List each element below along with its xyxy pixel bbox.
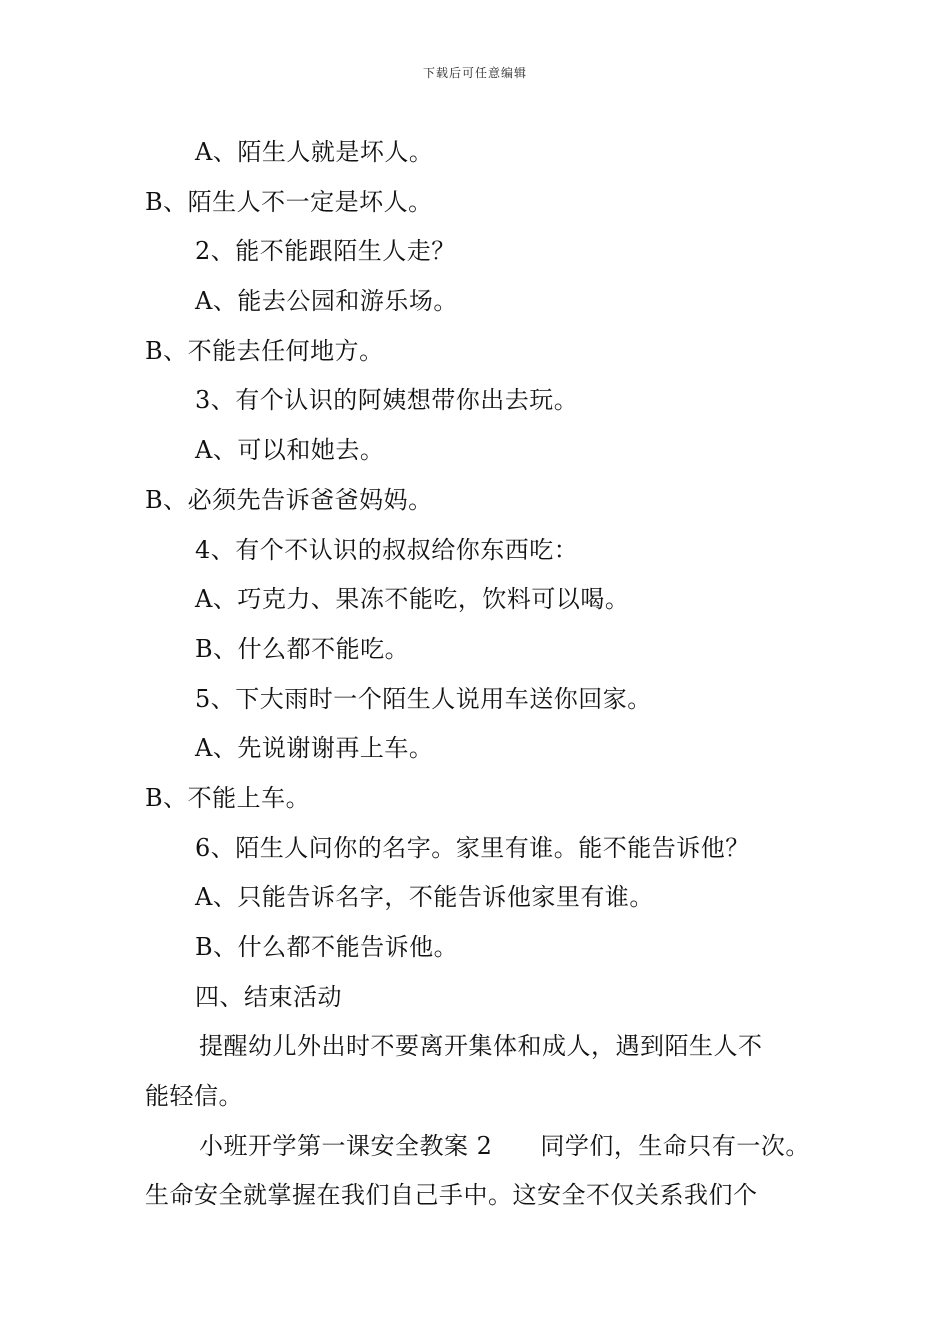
question-6: 6、陌生人问你的名字。家里有谁。能不能告诉他？ xyxy=(195,833,750,862)
lesson-intro-continued: 生命安全就掌握在我们自己手中。这安全不仅关系我们个 xyxy=(145,1181,758,1210)
option-a-q5: A、先说谢谢再上车。 xyxy=(195,734,434,763)
reminder-paragraph-line2: 能轻信。 xyxy=(145,1082,243,1111)
section-heading: 四、结束活动 xyxy=(195,982,342,1011)
page-header: 下载后可任意编辑 xyxy=(422,66,527,80)
lesson-title: 小班开学第一课安全教案 2 xyxy=(199,1131,493,1160)
question-2: 2、能不能跟陌生人走？ xyxy=(195,237,456,266)
option-a-q3: A、可以和她去。 xyxy=(195,436,385,465)
document-body xyxy=(145,128,825,1221)
option-a-q2: A、能去公园和游乐场。 xyxy=(195,287,458,316)
question-5: 5、下大雨时一个陌生人说用车送你回家。 xyxy=(195,684,652,713)
question-4: 4、有个不认识的叔叔给你东西吃： xyxy=(195,535,579,564)
option-a-q1: A、陌生人就是坏人。 xyxy=(195,138,434,166)
lesson-title-line xyxy=(145,1122,825,1172)
lesson-intro-start: 同学们，生命只有一次。 xyxy=(540,1131,810,1160)
option-b-q3: B、必须先告诉爸爸妈妈。 xyxy=(145,485,433,514)
option-a-q6: A、只能告诉名字，不能告诉他家里有谁。 xyxy=(195,883,654,912)
option-b-q4: B、什么都不能吃。 xyxy=(195,634,410,663)
reminder-paragraph-line1: 提醒幼儿外出时不要离开集体和成人，遇到陌生人不 xyxy=(199,1032,763,1061)
option-b-q2: B、不能去任何地方。 xyxy=(145,336,384,365)
option-b-q1: B、陌生人不一定是坏人。 xyxy=(145,187,433,216)
option-b-q6: B、什么都不能告诉他。 xyxy=(195,933,459,961)
option-b-q5: B、不能上车。 xyxy=(145,783,311,812)
question-3: 3、有个认识的阿姨想带你出去玩。 xyxy=(195,386,579,415)
option-a-q4: A、巧克力、果冻不能吃，饮料可以喝。 xyxy=(195,585,630,614)
